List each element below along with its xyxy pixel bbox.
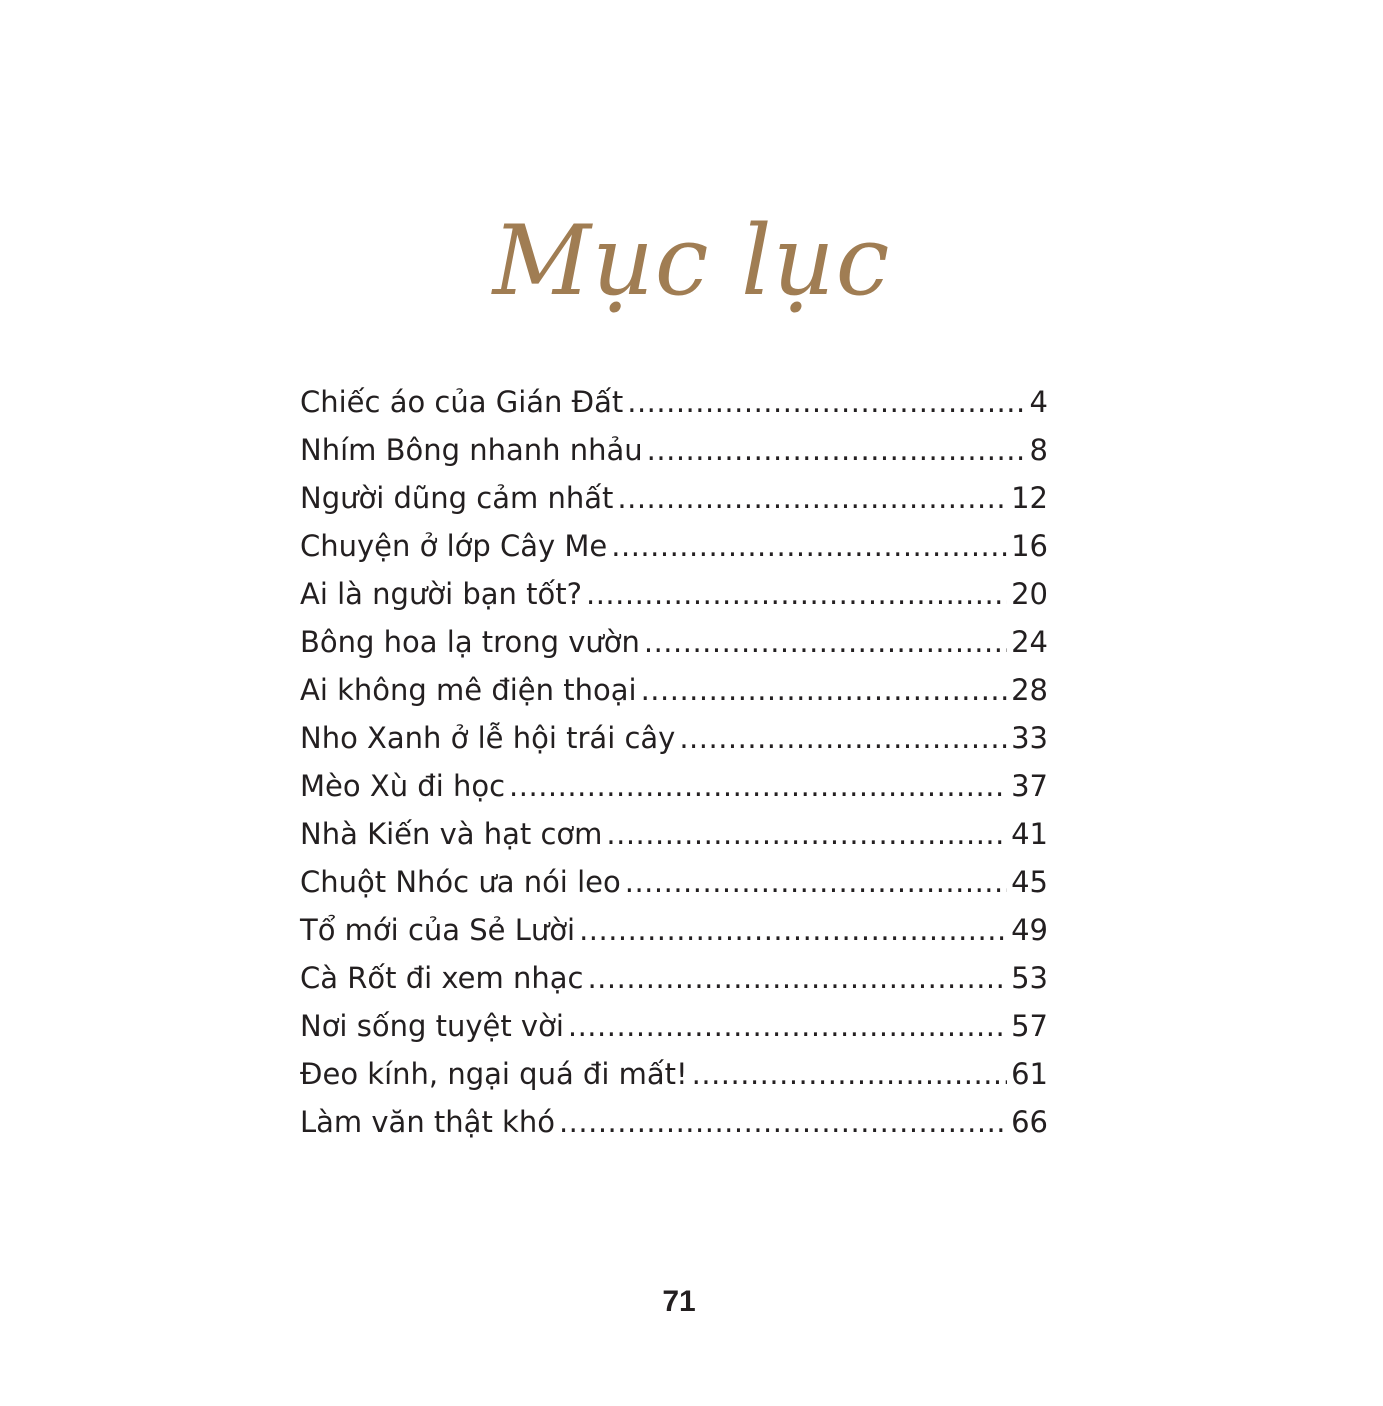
toc-entry-title: Chuột Nhóc ưa nói leo bbox=[300, 865, 621, 899]
toc-entry[interactable] bbox=[300, 1098, 1048, 1146]
toc-entry[interactable] bbox=[300, 762, 1048, 810]
toc-entry[interactable] bbox=[300, 714, 1048, 762]
toc-dot-leader bbox=[644, 618, 1007, 666]
toc-dot-leader bbox=[679, 714, 1007, 762]
toc-entry-page: 66 bbox=[1011, 1105, 1048, 1139]
toc-entry[interactable] bbox=[300, 1050, 1048, 1098]
toc-dot-leader bbox=[509, 762, 1007, 810]
toc-dot-leader bbox=[625, 858, 1007, 906]
toc-entry[interactable] bbox=[300, 810, 1048, 858]
toc-entry[interactable] bbox=[300, 618, 1048, 666]
toc-entry-title: Đeo kính, ngại quá đi mất! bbox=[300, 1057, 688, 1091]
toc-entry-title: Làm văn thật khó bbox=[300, 1105, 555, 1139]
toc-entry-title: Ai là người bạn tốt? bbox=[300, 577, 582, 611]
toc-dot-leader bbox=[579, 906, 1007, 954]
toc-entry-page: 4 bbox=[1029, 385, 1048, 419]
toc-entry-title: Cà Rốt đi xem nhạc bbox=[300, 961, 584, 995]
toc-entry-page: 24 bbox=[1011, 625, 1048, 659]
toc-entry-page: 57 bbox=[1011, 1009, 1048, 1043]
toc-entry-page: 41 bbox=[1011, 817, 1048, 851]
toc-entry-title: Ai không mê điện thoại bbox=[300, 673, 637, 707]
toc-entry[interactable] bbox=[300, 378, 1048, 426]
toc-entry[interactable] bbox=[300, 474, 1048, 522]
toc-entry-title: Nơi sống tuyệt vời bbox=[300, 1009, 564, 1043]
toc-entry-page: 37 bbox=[1011, 769, 1048, 803]
toc-entry-title: Chiếc áo của Gián Đất bbox=[300, 385, 624, 419]
toc-entry-title: Chuyện ở lớp Cây Me bbox=[300, 529, 608, 563]
toc-entry-page: 61 bbox=[1011, 1057, 1048, 1091]
toc-dot-leader bbox=[559, 1098, 1007, 1146]
toc-entry-page: 53 bbox=[1011, 961, 1048, 995]
toc-entry[interactable] bbox=[300, 906, 1048, 954]
toc-dot-leader bbox=[568, 1002, 1007, 1050]
toc-entry-title: Tổ mới của Sẻ Lười bbox=[300, 913, 576, 947]
toc-dot-leader bbox=[617, 474, 1007, 522]
toc-entry-title: Người dũng cảm nhất bbox=[300, 481, 614, 515]
toc-dot-leader bbox=[587, 954, 1007, 1002]
toc-entry[interactable] bbox=[300, 1002, 1048, 1050]
toc-entry-title: Nhà Kiến và hạt cơm bbox=[300, 817, 603, 851]
toc-entry[interactable] bbox=[300, 426, 1048, 474]
toc-entry-page: 8 bbox=[1029, 433, 1048, 467]
toc-entry-page: 16 bbox=[1011, 529, 1048, 563]
toc-heading: Mục lục bbox=[492, 205, 891, 317]
toc-dot-leader bbox=[692, 1050, 1007, 1098]
toc-entry[interactable] bbox=[300, 858, 1048, 906]
toc-dot-leader bbox=[641, 666, 1008, 714]
toc-entry-title: Nho Xanh ở lễ hội trái cây bbox=[300, 721, 676, 755]
toc-dot-leader bbox=[586, 570, 1007, 618]
toc-entry-title: Bông hoa lạ trong vườn bbox=[300, 625, 640, 659]
toc-dot-leader bbox=[611, 522, 1007, 570]
page-number: 71 bbox=[662, 1285, 696, 1318]
toc-entry-page: 49 bbox=[1011, 913, 1048, 947]
toc-entry-page: 12 bbox=[1011, 481, 1048, 515]
toc-dot-leader bbox=[627, 378, 1025, 426]
toc-entry-page: 33 bbox=[1011, 721, 1048, 755]
toc-dot-leader bbox=[606, 810, 1007, 858]
toc-entry-page: 28 bbox=[1011, 673, 1048, 707]
toc-entry[interactable] bbox=[300, 666, 1048, 714]
toc-entry-title: Nhím Bông nhanh nhảu bbox=[300, 433, 643, 467]
toc-entry[interactable] bbox=[300, 570, 1048, 618]
toc-entry-page: 20 bbox=[1011, 577, 1048, 611]
table-of-contents bbox=[300, 378, 1048, 1146]
toc-dot-leader bbox=[647, 426, 1026, 474]
toc-entry[interactable] bbox=[300, 954, 1048, 1002]
toc-entry-title: Mèo Xù đi học bbox=[300, 769, 506, 803]
toc-entry[interactable] bbox=[300, 522, 1048, 570]
toc-entry-page: 45 bbox=[1011, 865, 1048, 899]
